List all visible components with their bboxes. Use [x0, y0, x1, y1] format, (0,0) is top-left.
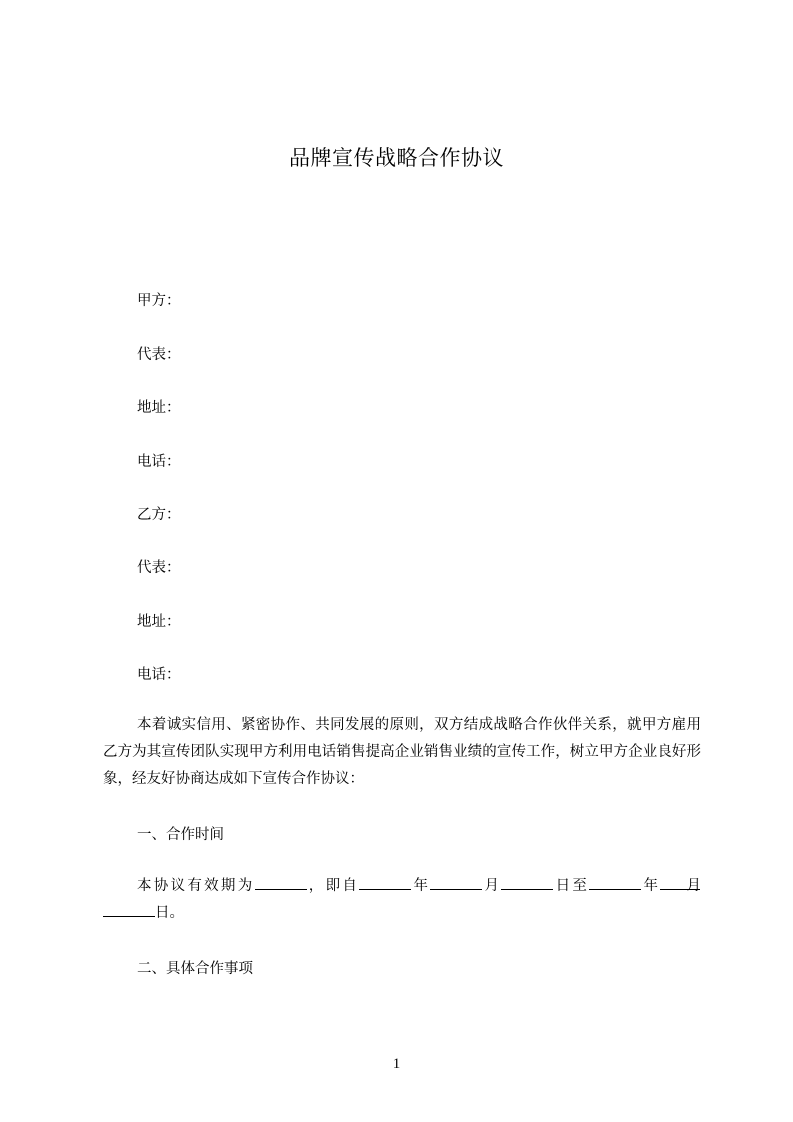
document-title: 品牌宣传战略合作协议: [289, 146, 504, 170]
section-1-heading: 一、合作时间: [137, 827, 224, 843]
validity-text-1: 本协议有效期为: [137, 878, 255, 894]
party-b-representative-label: 代表：: [137, 560, 181, 576]
validity-text-2: ，即自: [306, 878, 360, 894]
end-month-text: 月: [684, 878, 702, 894]
party-b-label: 乙方：: [137, 507, 181, 523]
start-year-blank: [359, 875, 411, 890]
start-year-text: 年: [411, 878, 431, 894]
start-month-text: 月: [482, 878, 502, 894]
party-b-phone-label: 电话：: [137, 667, 181, 683]
end-year-text: 年: [641, 878, 661, 894]
party-a-address-label: 地址：: [137, 400, 181, 416]
party-b-address-label: 地址：: [137, 614, 181, 630]
intro-paragraph: 本着诚实信用、紧密协作、共同发展的原则，双方结成战略合作伙伴关系，就甲方雇用乙方为其宣传团队实现甲方利用电话销售提高企业销售业绩的宣传工作，树立甲方企业良好形象，经友好协商达成如下宣传合作协议：: [103, 717, 701, 787]
end-month-blank-part2: [666, 875, 684, 890]
end-day-blank: [103, 902, 155, 917]
start-day-blank: [501, 875, 553, 890]
party-a-label: 甲方：: [137, 293, 181, 309]
party-a-phone-label: 电话：: [137, 454, 181, 470]
section-1-paragraph: [103, 873, 701, 927]
start-day-text: 日至: [553, 878, 590, 894]
page-number: 1: [392, 1056, 401, 1072]
end-day-text: 日。: [155, 905, 184, 921]
party-a-representative-label: 代表：: [137, 347, 181, 363]
end-year-blank: [589, 875, 641, 890]
section-2-heading: 二、具体合作事项: [137, 961, 253, 977]
start-month-blank: [430, 875, 482, 890]
validity-period-blank: [255, 875, 307, 890]
